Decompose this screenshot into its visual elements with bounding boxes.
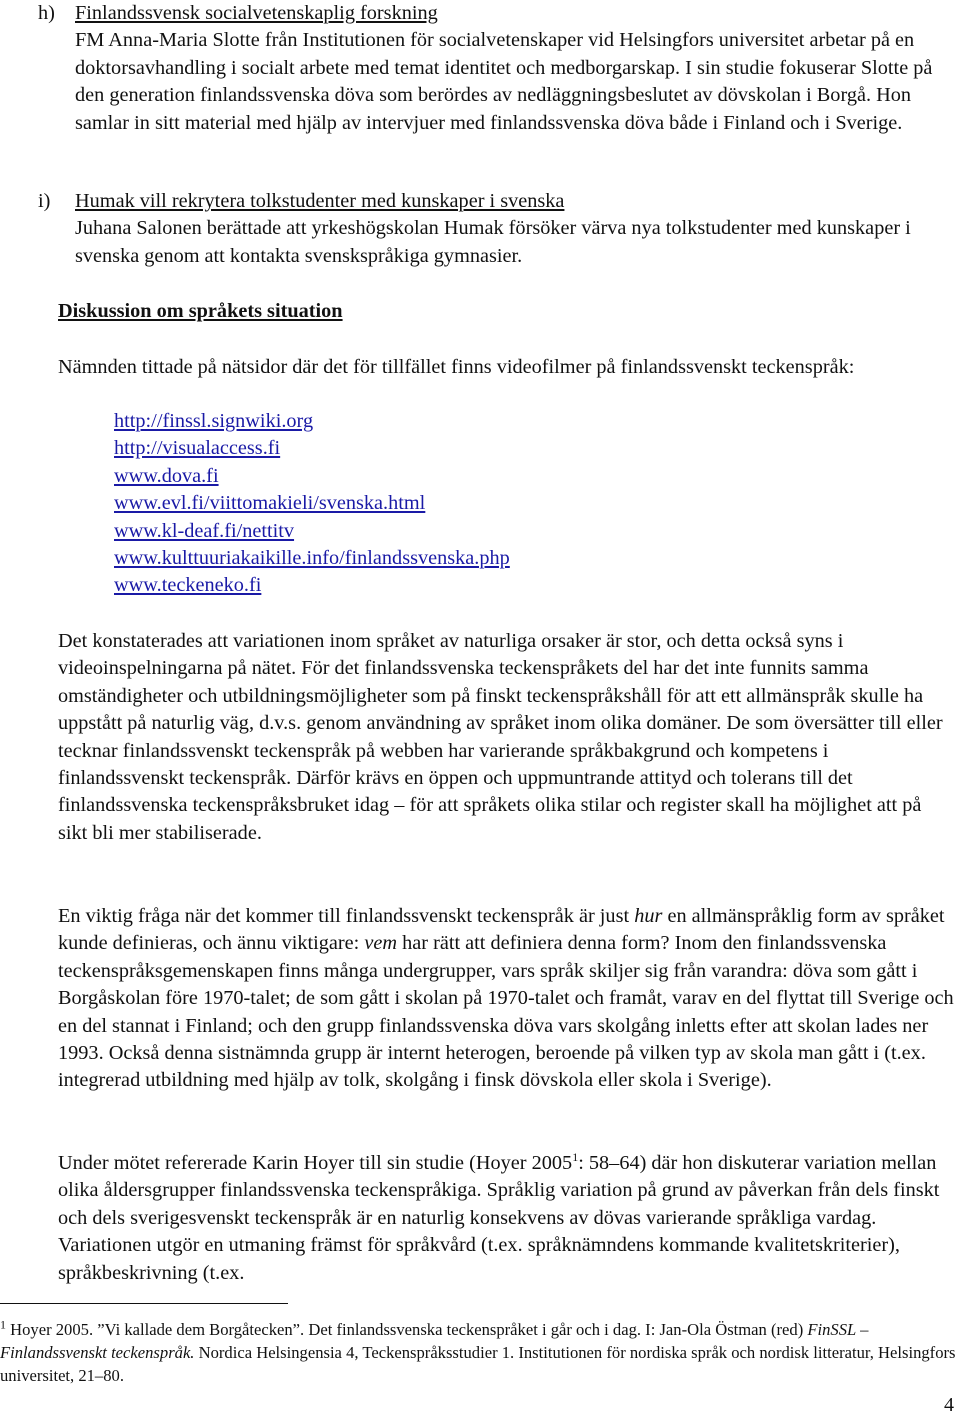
link-kulttuuriakaikille[interactable]: www.kulttuuriakaikille.info/finlandssvenska.php	[114, 547, 510, 570]
item-body: Juhana Salonen berättade att yrkeshögskolan Humak försöker värva nya tolkstudenter med kunskaper i svenska genom att kontakta svenskspråkiga gymnasier.	[75, 217, 911, 267]
paragraph-variation: Det konstaterades att variationen inom språket av naturliga orsaker är stor, och detta också syns i videoinspelningarna på nätet. För det finlandssvenska teckenspråkets del har det inte funnits samma omständigheter och utbildningsmöjligheter som på finskt teckenspråkshåll för att ett allmänspråk skulle ha uppstått på naturlig väg, d.v.s. genom användning av språket inom olika domäner. De som översätter till eller tecknar finlandssvenskt teckenspråk på webben har varierande språkbakgrund och kompetens i finlandssvenskt teckenspråk. Därför krävs en öppen och uppmuntrande attityd och tolerans till det finlandssvenska teckenspråksbruket idag – för att språkets olika stilar och register skall ha möjlighet att på sikt bli mer stabiliserade.	[58, 630, 943, 844]
text-run: en allmänspråklig form av språket kunde definieras, och ännu viktigare:	[58, 905, 945, 955]
item-title: Finlandssvensk socialvetenskaplig forskning	[75, 2, 438, 24]
section-heading: Diskussion om språkets situation	[58, 300, 343, 322]
link-finssl-signwiki[interactable]: http://finssl.signwiki.org	[114, 410, 314, 432]
link-evl[interactable]: www.evl.fi/viittomakieli/svenska.html	[114, 492, 426, 515]
item-marker: i)	[38, 190, 51, 212]
item-title: Humak vill rekrytera tolkstudenter med kunskaper i svenska	[75, 190, 565, 212]
footnote	[0, 1318, 958, 1388]
text-run: : 58–64) där hon diskuterar variation mellan olika åldersgrupper finlandssvenska teckenspråkiga. Språklig variation på grund av påverkan från dels finskt och dels sverigesvenskt teckenspråk är en naturlig konsekvens av dövas varierande språkliga vardag. Variationen utgör en utmaning främst för språkvård (t.ex. språknämndens kommande kvalitetskriterier), språkbeskrivning (t.ex.	[58, 1152, 940, 1284]
link-kl-deaf[interactable]: www.kl-deaf.fi/nettitv	[114, 519, 295, 542]
text-run: har rätt att definiera denna form? Inom den finlandssvenska teckenspråksgemenskapen finns många undergrupper, vars språk skiljer sig från varandra: döva som gått i Borgåskolan före 1970-talet; de som gått i skolan på 1970-talet och framåt, varav en del flyttat till Sverige och en del stannat i Finland; och den grupp finlandssvenska döva vars skolgång inletts efter att skolan lades ner 1993. Också denna sistnämnda grupp är internt heterogen, beroende på vilken typ av skola man gått i (t.ex. integrerad utbildning med hjälp av tolk, skolgång i finsk dövskola eller skola i Sverige).	[58, 932, 954, 1092]
item-body: FM Anna-Maria Slotte från Institutionen för socialvetenskaper vid Helsingfors universitet arbetar på en doktorsavhandling i socialt arbete med temat identitet och medborgarskap. I sin studie fokuserar Slotte på den generation finlandssvenska döva som berördes av nedläggningsbeslutet av dövskolan i Borgå. Hon samlar in sitt material med hjälp av intervjuer med finlandssvenska döva både i Finland och i Sverige.	[75, 29, 933, 134]
paragraph-definition	[58, 903, 954, 1095]
link-dova[interactable]: www.dova.fi	[114, 464, 219, 487]
emphasis-hur: hur	[634, 905, 663, 927]
intro-paragraph: Nämnden tittade på nätsidor där det för tillfället finns videofilmer på finlandssvenskt teckenspråk:	[58, 356, 855, 378]
link-list	[114, 408, 510, 600]
paragraph-hoyer	[58, 1150, 954, 1287]
footnote-title: FinSSL – Finlandssvenskt teckenspråk.	[0, 1320, 869, 1363]
footnote-number: 1	[0, 1317, 6, 1332]
item-marker: h)	[38, 2, 55, 24]
link-visualaccess[interactable]: http://visualaccess.fi	[114, 437, 281, 460]
text-run: Hoyer 2005. ”Vi kallade dem Borgåtecken”. Det finlandssvenska teckenspråket i går och i dag. I: Jan-Ola Östman (red)	[6, 1320, 808, 1339]
page-number: 4	[944, 1394, 954, 1416]
list-item-i	[38, 188, 952, 270]
text-run: Under mötet refererade Karin Hoyer till sin studie (Hoyer 2005	[58, 1152, 573, 1174]
list-item-h	[38, 0, 952, 137]
link-teckeneko[interactable]: www.teckeneko.fi	[114, 574, 262, 597]
text-run: En viktig fråga när det kommer till finlandssvenskt teckenspråk är just	[58, 905, 635, 927]
footnote-ref[interactable]: 1	[572, 1150, 579, 1165]
text-run: Nordica Helsingensia 4, Teckenspråksstudier 1. Institutionen för nordiska språk och nordisk litteratur, Helsingfors universitet, 21–80.	[0, 1343, 956, 1386]
footnote-divider	[0, 1303, 288, 1304]
emphasis-vem: vem	[364, 932, 398, 955]
